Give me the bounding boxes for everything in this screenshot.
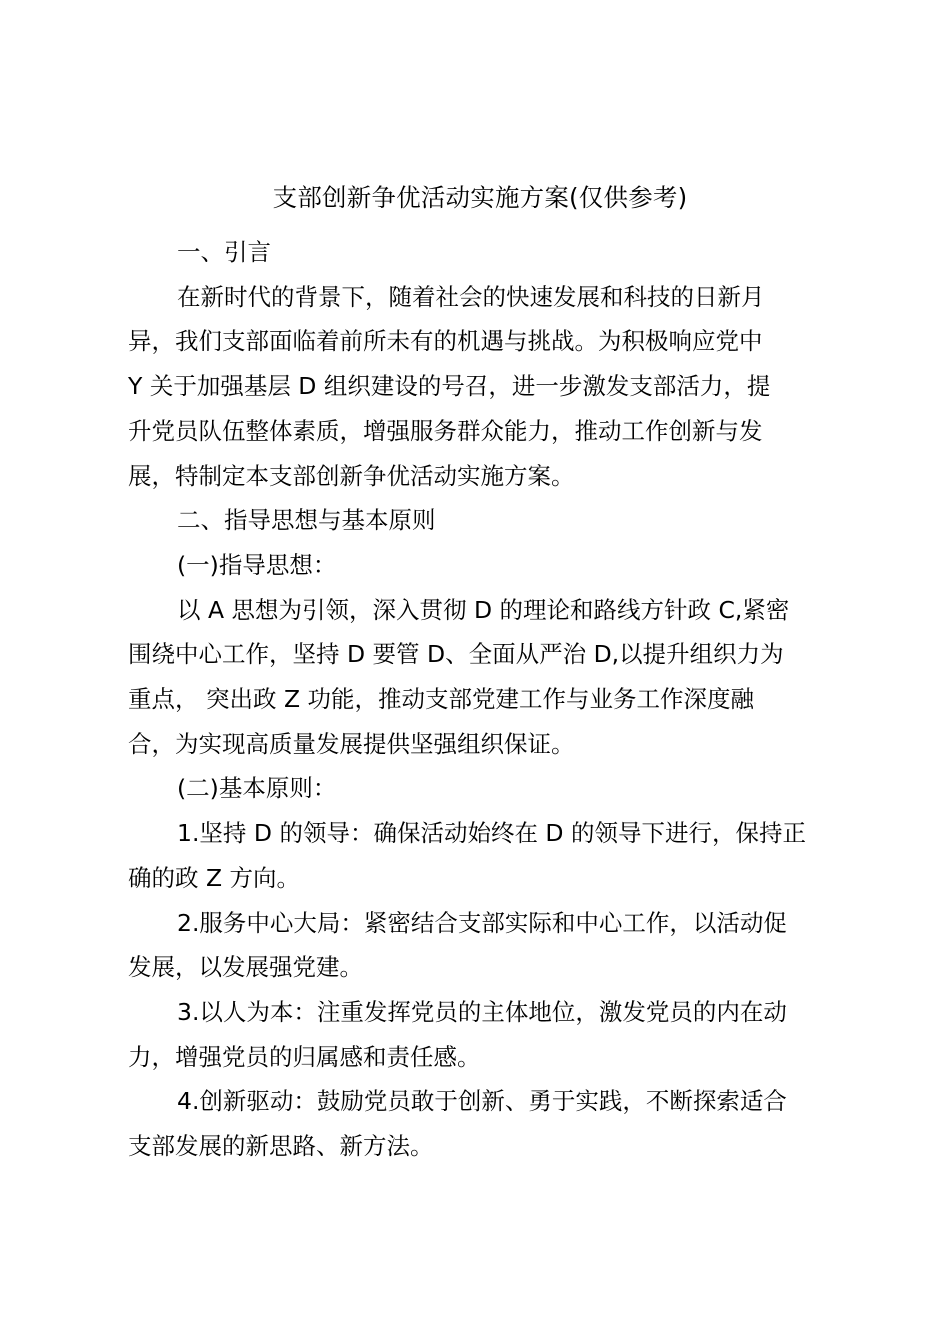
principle-2 — [128, 901, 832, 990]
paragraph-line: 2.服务中心大局：紧密结合支部实际和中心工作，以活动促 — [177, 908, 787, 937]
principle-1 — [128, 811, 832, 900]
paragraph-line: 合，为实现高质量发展提供坚强组织保证。 — [128, 729, 575, 758]
paragraph-line: 在新时代的背景下，随着社会的快速发展和科技的日新月 — [177, 282, 765, 311]
intro-paragraph — [128, 275, 832, 499]
subheading-basic-principles: (二)基本原则： — [177, 774, 337, 803]
section-heading-intro: 一、引言 — [177, 238, 271, 266]
paragraph-line: 1.坚持 D 的领导：确保活动始终在 D 的领导下进行，保持正 — [177, 819, 806, 848]
section-heading-guide: 二、指导思想与基本原则 — [177, 506, 436, 535]
paragraph-line: 重点， 突出政 Z 功能，推动支部党建工作与业务工作深度融 — [128, 685, 755, 714]
principle-3 — [128, 990, 832, 1079]
paragraph-line: 围绕中心工作，坚持 D 要管 D、全面从严治 D,以提升组织力为 — [128, 640, 784, 669]
principle-4 — [128, 1079, 832, 1168]
paragraph-line: 支部发展的新思路、新方法。 — [128, 1132, 434, 1161]
paragraph-line: 确的政 Z 方向。 — [128, 863, 301, 892]
paragraph-line: 以 A 思想为引领，深入贯彻 D 的理论和路线方针政 C,紧密 — [177, 595, 790, 624]
document-title: 支部创新争优活动实施方案(仅供参考) — [272, 183, 688, 212]
paragraph-line: 升党员队伍整体素质，增强服务群众能力，推动工作创新与发 — [128, 416, 763, 445]
paragraph-line: 展，特制定本支部创新争优活动实施方案。 — [128, 461, 575, 490]
subheading-guiding-thought: (一)指导思想： — [177, 550, 337, 579]
paragraph-line: Y 关于加强基层 D 组织建设的号召，进一步激发支部活力，提 — [128, 372, 771, 401]
paragraph-line: 力，增强党员的归属感和责任感。 — [128, 1042, 481, 1071]
paragraph-line: 异，我们支部面临着前所未有的机遇与挑战。为积极响应党中 — [128, 327, 763, 356]
guiding-thought-paragraph — [128, 588, 832, 767]
paragraph-line: 发展，以发展强党建。 — [128, 953, 363, 982]
paragraph-line: 4.创新驱动：鼓励党员敢于创新、勇于实践，不断探索适合 — [177, 1087, 787, 1116]
paragraph-line: 3.以人为本：注重发挥党员的主体地位，激发党员的内在动 — [177, 997, 787, 1026]
